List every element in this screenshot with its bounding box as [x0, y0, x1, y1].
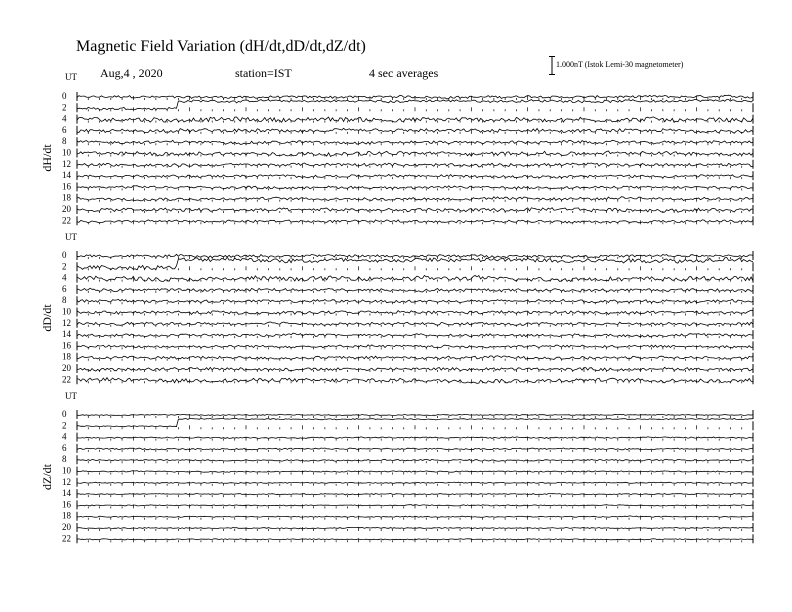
ut-label: UT — [65, 391, 77, 401]
y-axis-label: dD/dt — [40, 304, 54, 332]
hour-tick-label: 2 — [62, 261, 67, 272]
hour-tick-label: 0 — [62, 409, 67, 419]
averaging-label: 4 sec averages — [369, 66, 439, 80]
hour-tick-label: 4 — [62, 272, 67, 283]
hour-tick-label: 0 — [62, 91, 67, 101]
hour-tick-label: 10 — [62, 465, 71, 476]
hour-tick-label: 6 — [62, 124, 67, 135]
hour-tick-label: 12 — [62, 317, 71, 328]
hour-tick-label: 12 — [62, 476, 71, 487]
hour-tick-label: 0 — [62, 250, 67, 260]
hour-tick-label: 8 — [62, 295, 67, 306]
hour-tick-label: 18 — [62, 510, 71, 521]
hour-tick-label: 16 — [62, 340, 71, 351]
hour-tick-label: 20 — [62, 363, 71, 373]
hour-tick-label: 10 — [62, 306, 71, 317]
hour-tick-label: 2 — [62, 420, 67, 431]
scale-label: 1.000nT (Istok Lemi-30 magnetometer) — [556, 60, 684, 69]
station-label: station=IST — [235, 66, 292, 80]
hour-tick-label: 8 — [62, 454, 67, 465]
hour-tick-label: 16 — [62, 499, 71, 510]
ut-label: UT — [65, 72, 77, 82]
hour-tick-label: 10 — [62, 147, 71, 158]
hour-tick-label: 16 — [62, 181, 71, 192]
hour-tick-label: 18 — [62, 192, 71, 203]
hour-tick-label: 20 — [62, 204, 71, 214]
y-axis-label: dH/dt — [40, 144, 54, 172]
hour-tick-label: 4 — [62, 431, 67, 442]
chart-title: Magnetic Field Variation (dH/dt,dD/dt,dZ/dt) — [76, 38, 366, 55]
hour-tick-label: 22 — [62, 215, 71, 226]
hour-tick-label: 2 — [62, 102, 67, 113]
hour-tick-label: 4 — [62, 113, 67, 124]
hour-tick-label: 12 — [62, 158, 71, 169]
hour-tick-label: 14 — [62, 329, 71, 340]
hour-tick-label: 6 — [62, 442, 67, 453]
hour-tick-label: 14 — [62, 170, 71, 181]
date-label: Aug,4 , 2020 — [100, 66, 163, 80]
hour-tick-label: 6 — [62, 283, 67, 294]
hour-tick-label: 22 — [62, 533, 71, 544]
hour-tick-label: 22 — [62, 374, 71, 385]
ut-label: UT — [65, 232, 77, 242]
y-axis-label: dZ/dt — [40, 464, 54, 490]
hour-tick-label: 18 — [62, 351, 71, 362]
hour-tick-label: 14 — [62, 488, 71, 499]
hour-tick-label: 20 — [62, 522, 71, 532]
hour-tick-label: 8 — [62, 136, 67, 147]
